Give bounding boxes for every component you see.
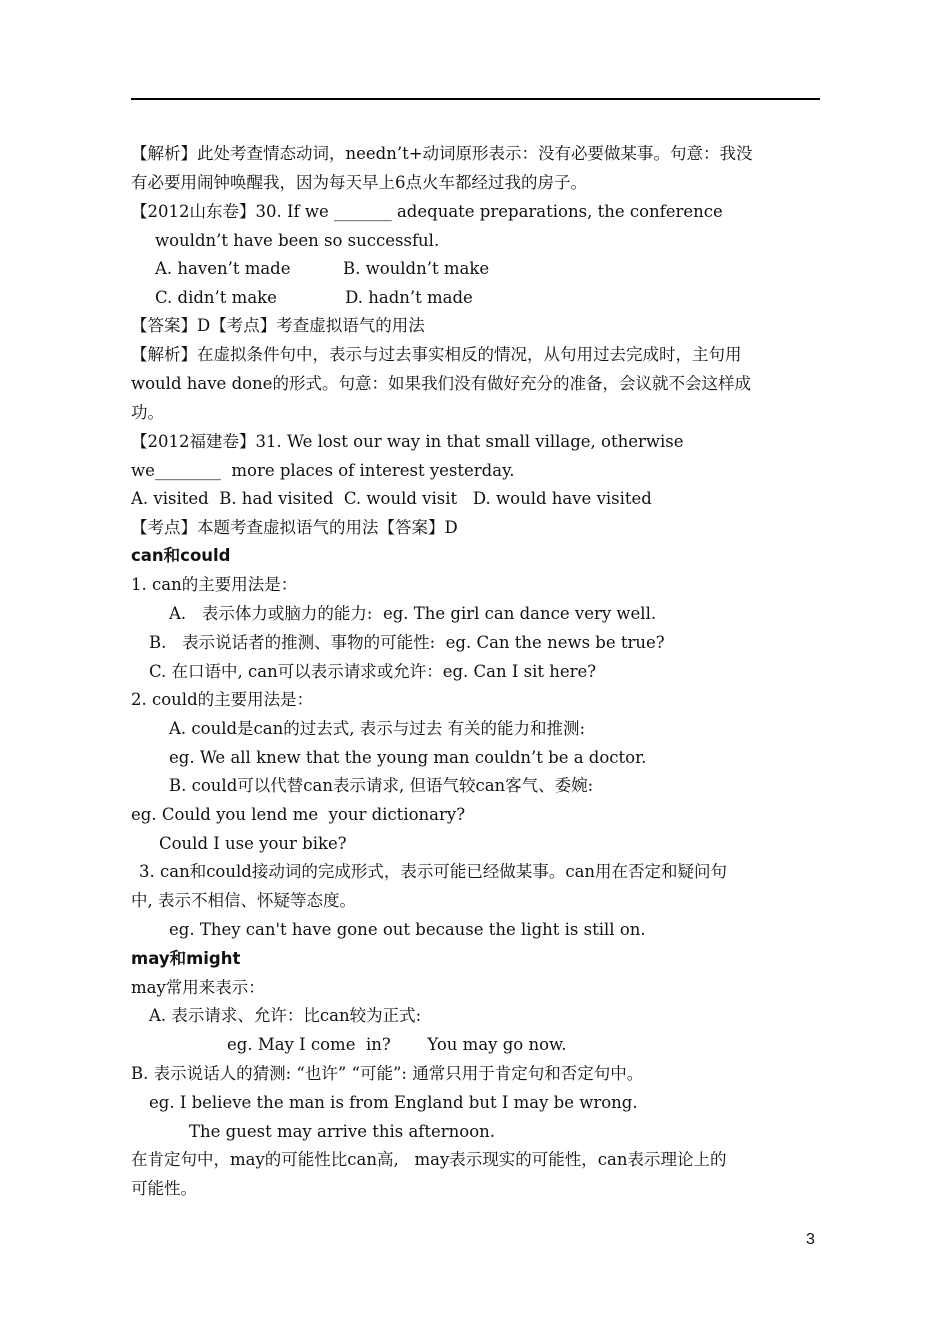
text-line: 在肯定句中，may的可能性比can高, may表示现实的可能性，can表示理论上的 — [131, 1150, 727, 1169]
text-line: eg. Could you lend me your dictionary? — [131, 805, 466, 824]
text-line: A. haven’t made B. wouldn’t make — [155, 259, 490, 278]
text-line: 【解析】此处考查情态动词，needn’t+动词原形表示：没有必要做某事。句意：我没 — [131, 144, 753, 163]
text-line: B. 表示说话者的推测、事物的可能性: eg. Can the news be true? — [149, 633, 665, 652]
text-line: Could I use your bike? — [159, 834, 347, 853]
section-heading: may和might — [131, 949, 241, 968]
text-line: 2. could的主要用法是： — [131, 690, 314, 709]
header-rule — [131, 98, 820, 100]
text-line: wouldn’t have been so successful. — [155, 231, 440, 250]
text-line: 【考点】本题考查虚拟语气的用法【答案】D — [131, 518, 458, 537]
section-heading: can和could — [131, 546, 231, 565]
text-line: A. visited B. had visited C. would visit D. would have visited — [131, 489, 652, 508]
text-line: 【2012山东卷】30. If we _______ adequate preparations, the conference — [131, 202, 723, 221]
text-line: eg. I believe the man is from England but I may be wrong. — [149, 1093, 638, 1112]
text-line: A. 表示体力或脑力的能力: eg. The girl can dance very well. — [169, 604, 657, 623]
text-line: 【答案】D【考点】考查虚拟语气的用法 — [131, 316, 425, 335]
text-line: we________ more places of interest yesterday. — [131, 461, 515, 480]
text-line: 【2012福建卷】31. We lost our way in that small village, otherwise — [131, 432, 684, 451]
text-line: eg. We all knew that the young man couldn’t be a doctor. — [169, 748, 647, 767]
text-line: would have done的形式。句意：如果我们没有做好充分的准备，会议就不会这样成 — [131, 374, 751, 393]
text-line: The guest may arrive this afternoon. — [189, 1122, 496, 1141]
text-line: 有必要用闹钟唤醒我，因为每天早上6点火车都经过我的房子。 — [131, 173, 587, 192]
text-line: A. could是can的过去式, 表示与过去 有关的能力和推测: — [169, 719, 586, 738]
text-line: eg. May I come in? You may go now. — [227, 1035, 567, 1054]
text-line: 3. can和could接动词的完成形式，表示可能已经做某事。can用在否定和疑问句 — [139, 862, 728, 881]
text-line: 功。 — [131, 403, 164, 422]
text-line: C. 在口语中, can可以表示请求或允许：eg. Can I sit here? — [149, 662, 597, 681]
text-line: A. 表示请求、允许：比can较为正式: — [149, 1006, 422, 1025]
text-line: 1. can的主要用法是： — [131, 575, 298, 594]
text-line: 可能性。 — [131, 1179, 197, 1198]
text-line: may常用来表示： — [131, 978, 265, 997]
page-number: 3 — [806, 1231, 815, 1248]
text-line: C. didn’t make D. hadn’t made — [155, 288, 473, 307]
text-line: 【解析】在虚拟条件句中，表示与过去事实相反的情况，从句用过去完成时，主句用 — [131, 345, 742, 364]
text-line: 中, 表示不相信、怀疑等态度。 — [131, 891, 356, 910]
text-line: eg. They can't have gone out because the light is still on. — [169, 920, 646, 939]
text-line: B. 表示说话人的猜测: “也许” “可能”: 通常只用于肯定句和否定句中。 — [131, 1064, 644, 1083]
text-line: B. could可以代替can表示请求, 但语气较can客气、委婉: — [169, 776, 594, 795]
